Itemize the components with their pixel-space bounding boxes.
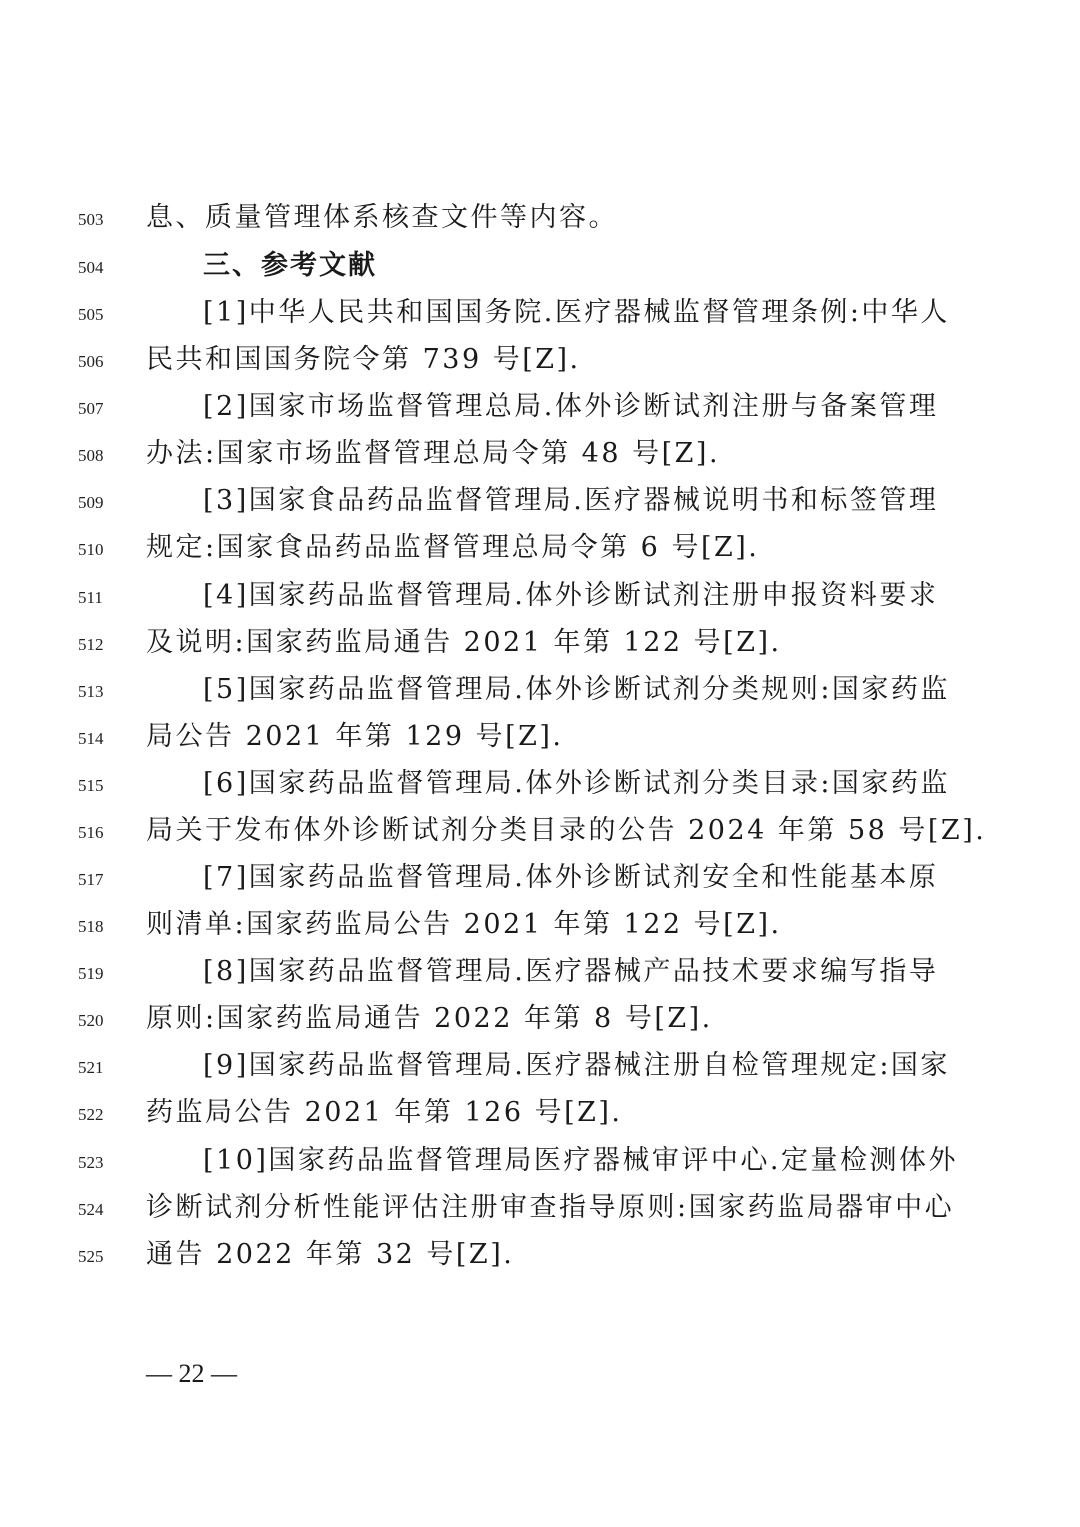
line-number: 522 [78, 1105, 104, 1124]
line-number: 504 [78, 258, 104, 277]
line-number: 512 [78, 635, 104, 654]
line-text: 局公告 2021 年第 129 号[Z]. [146, 721, 564, 752]
line-number: 523 [78, 1153, 104, 1172]
section-heading-line [0, 246, 1080, 293]
line-number: 510 [78, 540, 104, 559]
line-text: [4]国家药品监督管理局.体外诊断试剂注册申报资料要求 [203, 580, 939, 611]
reference-line [0, 293, 1080, 340]
line-number: 517 [78, 870, 104, 889]
reference-line [0, 576, 1080, 623]
reference-line [0, 340, 1080, 387]
line-number: 521 [78, 1058, 104, 1077]
reference-line [0, 858, 1080, 905]
line-number: 509 [78, 493, 104, 512]
line-text: [2]国家市场监督管理总局.体外诊断试剂注册与备案管理 [203, 391, 939, 422]
reference-line [0, 387, 1080, 434]
page-number: — 22 — [146, 1359, 237, 1388]
line-number: 515 [78, 776, 104, 795]
line-number: 513 [78, 682, 104, 701]
line-number: 506 [78, 352, 104, 371]
reference-line [0, 1046, 1080, 1093]
line-text: 息、质量管理体系核查文件等内容。 [146, 202, 618, 233]
line-number: 508 [78, 446, 104, 465]
reference-line [0, 952, 1080, 999]
line-text: [1]中华人民共和国国务院.医疗器械监督管理条例:中华人 [203, 297, 950, 328]
line-text: 诊断试剂分析性能评估注册审查指导原则:国家药监局器审中心 [146, 1192, 955, 1223]
line-text: 及说明:国家药监局通告 2021 年第 122 号[Z]. [146, 627, 782, 658]
line-text: 原则:国家药监局通告 2022 年第 8 号[Z]. [146, 1003, 713, 1034]
text-line [0, 198, 1080, 245]
reference-line [0, 811, 1080, 858]
reference-line [0, 1188, 1080, 1235]
line-text: 民共和国国务院令第 739 号[Z]. [146, 344, 581, 375]
line-number: 503 [78, 210, 104, 229]
line-text: 局关于发布体外诊断试剂分类目录的公告 2024 年第 58 号[Z]. [146, 815, 987, 846]
reference-line [0, 1235, 1080, 1282]
line-text: 办法:国家市场监督管理总局令第 48 号[Z]. [146, 438, 721, 469]
line-text: 规定:国家食品药品监督管理总局令第 6 号[Z]. [146, 532, 760, 563]
reference-line [0, 623, 1080, 670]
line-text: [9]国家药品监督管理局.医疗器械注册自检管理规定:国家 [203, 1050, 950, 1081]
reference-line [0, 717, 1080, 764]
reference-line [0, 434, 1080, 481]
line-text: [7]国家药品监督管理局.体外诊断试剂安全和性能基本原 [203, 862, 939, 893]
line-text: 通告 2022 年第 32 号[Z]. [146, 1239, 515, 1270]
line-number: 520 [78, 1011, 104, 1030]
line-text: [3]国家食品药品监督管理局.医疗器械说明书和标签管理 [203, 485, 939, 516]
section-heading: 三、参考文献 [203, 250, 377, 281]
reference-line [0, 481, 1080, 528]
line-text: 药监局公告 2021 年第 126 号[Z]. [146, 1097, 623, 1128]
line-number: 514 [78, 729, 104, 748]
reference-line [0, 999, 1080, 1046]
line-text: [6]国家药品监督管理局.体外诊断试剂分类目录:国家药监 [203, 768, 950, 799]
line-number: 524 [78, 1200, 104, 1219]
line-text: [5]国家药品监督管理局.体外诊断试剂分类规则:国家药监 [203, 674, 950, 705]
line-number: 505 [78, 305, 104, 324]
reference-line [0, 528, 1080, 575]
reference-line [0, 670, 1080, 717]
line-number: 518 [78, 917, 104, 936]
line-number: 525 [78, 1247, 104, 1266]
line-number: 519 [78, 964, 104, 983]
line-text: [10]国家药品监督管理局医疗器械审评中心.定量检测体外 [203, 1145, 959, 1176]
line-number: 511 [78, 588, 103, 607]
line-text: [8]国家药品监督管理局.医疗器械产品技术要求编写指导 [203, 956, 939, 987]
line-number: 516 [78, 823, 104, 842]
line-text: 则清单:国家药监局公告 2021 年第 122 号[Z]. [146, 909, 782, 940]
reference-line [0, 1093, 1080, 1140]
reference-line [0, 764, 1080, 811]
reference-line [0, 1141, 1080, 1188]
line-number: 507 [78, 399, 104, 418]
reference-line [0, 905, 1080, 952]
